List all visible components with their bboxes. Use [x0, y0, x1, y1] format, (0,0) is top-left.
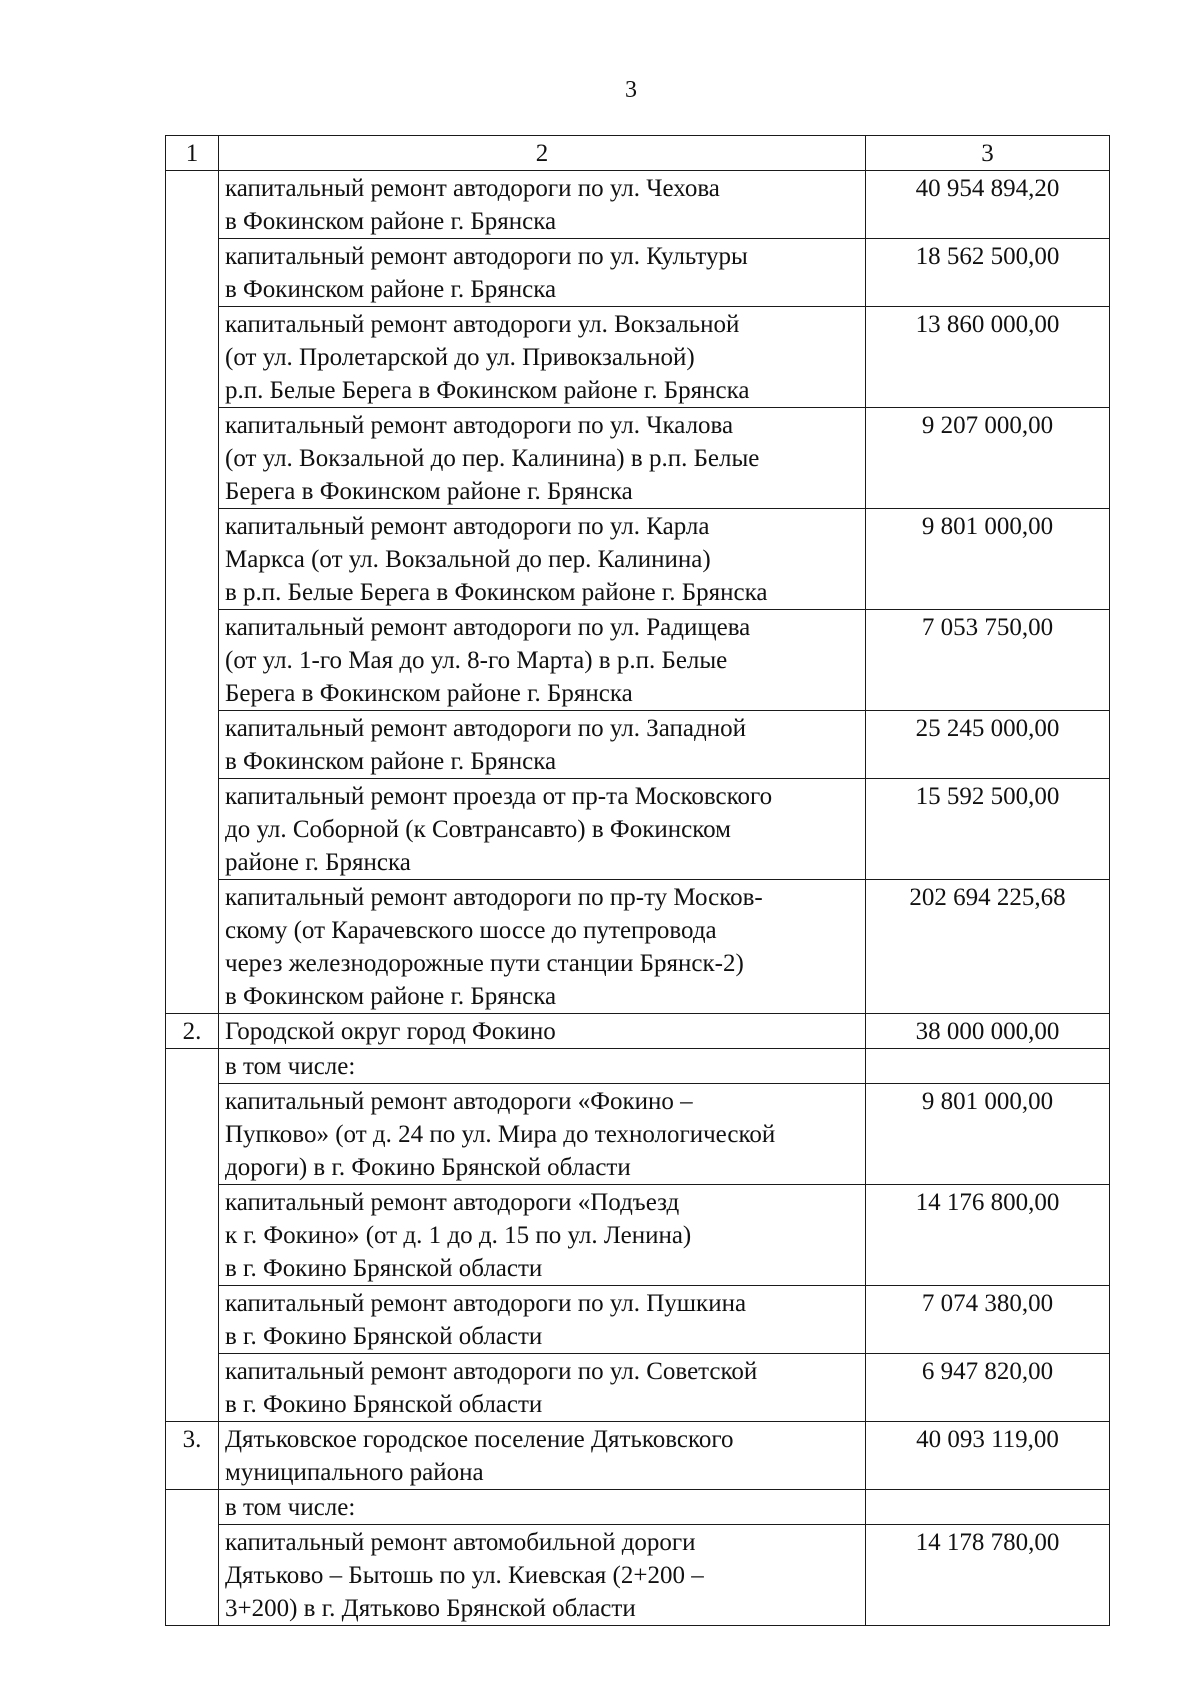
- row-number: 3.: [166, 1422, 219, 1490]
- row-number: [166, 711, 219, 779]
- table-row: [166, 711, 1110, 779]
- header-col-3: 3: [866, 136, 1110, 171]
- row-amount: 7 053 750,00: [866, 610, 1110, 711]
- row-description: капитальный ремонт автодороги «Подъезд к г. Фокино» (от д. 1 до д. 15 по ул. Ленина) в г. Фокино Брянской области: [219, 1185, 866, 1286]
- table-row: [166, 1286, 1110, 1354]
- table-row: [166, 1049, 1110, 1084]
- row-description: капитальный ремонт автодороги по ул. Чехова в Фокинском районе г. Брянска: [219, 171, 866, 239]
- row-description: капитальный ремонт автодороги «Фокино – Пупково» (от д. 24 по ул. Мира до технологической дороги) в г. Фокино Брянской области: [219, 1084, 866, 1185]
- header-col-2: 2: [219, 136, 866, 171]
- row-amount: 38 000 000,00: [866, 1014, 1110, 1049]
- table-row: [166, 509, 1110, 610]
- row-number: [166, 1049, 219, 1084]
- row-amount: 9 801 000,00: [866, 509, 1110, 610]
- row-number: [166, 509, 219, 610]
- row-amount: 40 954 894,20: [866, 171, 1110, 239]
- row-description: Городской округ город Фокино: [219, 1014, 866, 1049]
- row-amount: [866, 1049, 1110, 1084]
- row-amount: [866, 1490, 1110, 1525]
- table-row: [166, 1525, 1110, 1626]
- page-number: 3: [625, 77, 637, 103]
- row-number: [166, 1185, 219, 1286]
- row-amount: 13 860 000,00: [866, 307, 1110, 408]
- row-amount: 14 176 800,00: [866, 1185, 1110, 1286]
- row-number: [166, 408, 219, 509]
- table-header-row: [166, 136, 1110, 171]
- row-description: капитальный ремонт автодороги по пр-ту Москов- скому (от Карачевского шоссе до путепровода через железнодорожные пути станции Брянск-2) в Фокинском районе г. Брянска: [219, 880, 866, 1014]
- table-row: [166, 307, 1110, 408]
- row-amount: 18 562 500,00: [866, 239, 1110, 307]
- table-row: [166, 1490, 1110, 1525]
- row-amount: 9 801 000,00: [866, 1084, 1110, 1185]
- row-amount: 15 592 500,00: [866, 779, 1110, 880]
- row-amount: 6 947 820,00: [866, 1354, 1110, 1422]
- row-description: капитальный ремонт автодороги по ул. Советской в г. Фокино Брянской области: [219, 1354, 866, 1422]
- row-description: в том числе:: [219, 1490, 866, 1525]
- row-number: [166, 1525, 219, 1626]
- row-amount: 9 207 000,00: [866, 408, 1110, 509]
- table-row: [166, 610, 1110, 711]
- row-description: капитальный ремонт автодороги ул. Вокзальной (от ул. Пролетарской до ул. Привокзальной) р.п. Белые Берега в Фокинском районе г. Брянска: [219, 307, 866, 408]
- row-description: Дятьковское городское поселение Дятьковского муниципального района: [219, 1422, 866, 1490]
- row-number: [166, 610, 219, 711]
- table-row: [166, 1185, 1110, 1286]
- row-description: капитальный ремонт автодороги по ул. Радищева (от ул. 1-го Мая до ул. 8-го Марта) в р.п. Белые Берега в Фокинском районе г. Брянска: [219, 610, 866, 711]
- budget-table: [165, 135, 1110, 1626]
- row-amount: 202 694 225,68: [866, 880, 1110, 1014]
- row-description: капитальный ремонт автодороги по ул. Пушкина в г. Фокино Брянской области: [219, 1286, 866, 1354]
- row-amount: 25 245 000,00: [866, 711, 1110, 779]
- row-number: [166, 171, 219, 239]
- table-row: [166, 1014, 1110, 1049]
- table-row: [166, 1422, 1110, 1490]
- row-amount: 40 093 119,00: [866, 1422, 1110, 1490]
- row-number: [166, 779, 219, 880]
- row-number: [166, 307, 219, 408]
- row-number: [166, 239, 219, 307]
- table-row: [166, 1084, 1110, 1185]
- row-description: капитальный ремонт автодороги по ул. Чкалова (от ул. Вокзальной до пер. Калинина) в р.п. Белые Берега в Фокинском районе г. Брянска: [219, 408, 866, 509]
- row-number: [166, 880, 219, 1014]
- row-description: в том числе:: [219, 1049, 866, 1084]
- row-description: капитальный ремонт автодороги по ул. Культуры в Фокинском районе г. Брянска: [219, 239, 866, 307]
- row-number: [166, 1490, 219, 1525]
- row-number: [166, 1286, 219, 1354]
- row-number: [166, 1354, 219, 1422]
- row-description: капитальный ремонт проезда от пр-та Московского до ул. Соборной (к Совтрансавто) в Фокинском районе г. Брянска: [219, 779, 866, 880]
- table-row: [166, 408, 1110, 509]
- row-description: капитальный ремонт автомобильной дороги Дятьково – Бытошь по ул. Киевская (2+200 – 3+200) в г. Дятьково Брянской области: [219, 1525, 866, 1626]
- table-row: [166, 880, 1110, 1014]
- row-amount: 14 178 780,00: [866, 1525, 1110, 1626]
- table-row: [166, 779, 1110, 880]
- row-number: [166, 1084, 219, 1185]
- table-row: [166, 239, 1110, 307]
- table-row: [166, 171, 1110, 239]
- header-col-1: 1: [166, 136, 219, 171]
- table-row: [166, 1354, 1110, 1422]
- row-description: капитальный ремонт автодороги по ул. Карла Маркса (от ул. Вокзальной до пер. Калинина) в р.п. Белые Берега в Фокинском районе г. Брянска: [219, 509, 866, 610]
- row-description: капитальный ремонт автодороги по ул. Западной в Фокинском районе г. Брянска: [219, 711, 866, 779]
- row-number: 2.: [166, 1014, 219, 1049]
- row-amount: 7 074 380,00: [866, 1286, 1110, 1354]
